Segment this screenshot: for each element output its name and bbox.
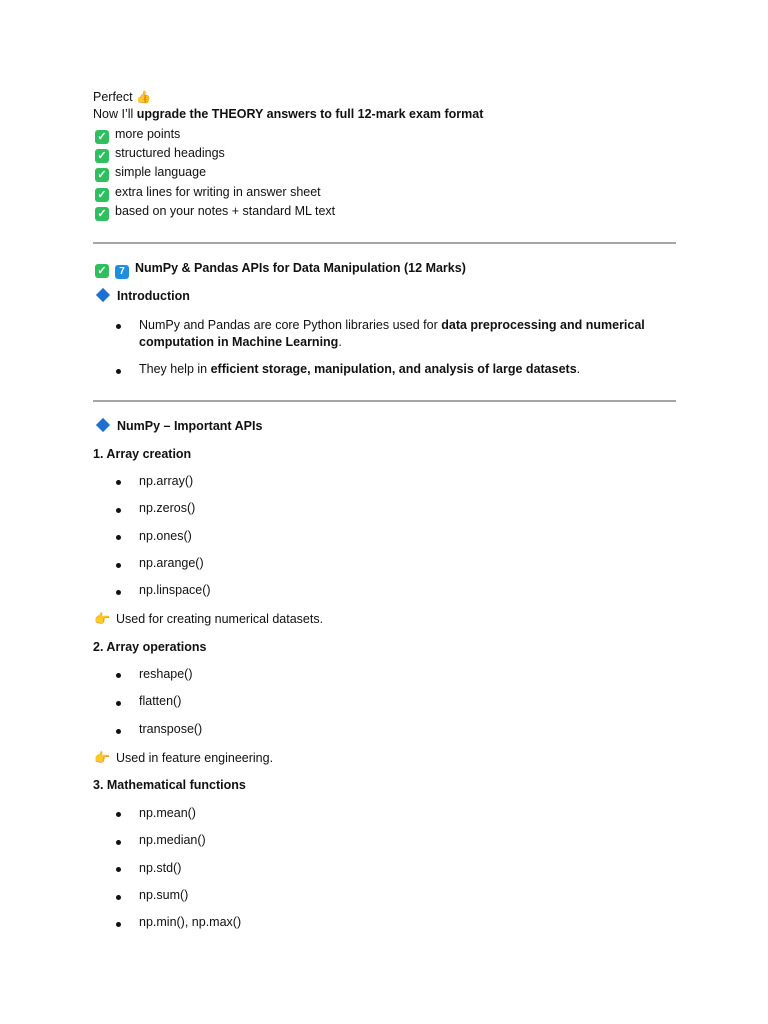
intro-bullet-1-period: . — [338, 335, 342, 349]
bullet-icon — [116, 324, 121, 329]
perfect-text: Perfect — [93, 90, 133, 104]
intro-heading — [95, 288, 190, 304]
intro-bullet-2 — [139, 361, 580, 377]
bullet-icon — [116, 673, 121, 678]
bullet-icon — [116, 729, 121, 734]
list-item: np.arange() — [139, 556, 204, 570]
intro-bullet-1-bold: data preprocessing and numerical — [441, 318, 645, 332]
math-functions-title-text: 3. Mathematical functions — [93, 778, 246, 792]
list-item: np.array() — [139, 474, 194, 488]
intro-bullet-1-bold-cont: computation in Machine Learning — [139, 335, 339, 349]
list-item: np.sum() — [139, 888, 189, 902]
list-item: np.linspace() — [139, 583, 211, 597]
check-icon: ✓ — [95, 168, 109, 182]
thumbs-up-icon: 👍 — [136, 90, 152, 104]
check-item-label: structured headings — [115, 146, 225, 160]
list-item: flatten() — [139, 694, 182, 708]
list-item: np.std() — [139, 861, 182, 875]
numpy-heading — [95, 418, 262, 434]
note-text: Used in feature engineering. — [116, 751, 274, 765]
bullet-icon — [116, 895, 121, 900]
array-operations-title-text: 2. Array operations — [93, 640, 207, 654]
intro-bullet-2-text: They help in — [139, 362, 211, 376]
intro-bullet-1 — [139, 317, 645, 333]
divider — [93, 400, 676, 402]
diamond-icon — [96, 288, 110, 302]
array-creation-note — [94, 611, 323, 627]
numpy-heading-text: NumPy – Important APIs — [117, 419, 263, 433]
intro-bullet-1-cont — [139, 334, 342, 350]
list-item: np.ones() — [139, 529, 192, 543]
section-title-text: NumPy & Pandas APIs for Data Manipulation (12 Marks) — [135, 261, 466, 275]
bullet-icon — [116, 590, 121, 595]
intro-bullet-1-text: NumPy and Pandas are core Python libraries used for — [139, 318, 442, 332]
list-item: np.min(), np.max() — [139, 915, 242, 929]
bullet-icon — [116, 563, 121, 568]
check-item — [95, 164, 206, 182]
check-item — [95, 145, 225, 163]
intro-heading-text: Introduction — [117, 289, 190, 303]
list-item: np.zeros() — [139, 501, 196, 515]
list-item: np.median() — [139, 833, 206, 847]
divider — [93, 242, 676, 244]
bullet-icon — [116, 535, 121, 540]
intro-bullet-2-bold: efficient storage, manipulation, and analysis of large datasets — [210, 362, 577, 376]
bullet-icon — [116, 922, 121, 927]
check-item-label: more points — [115, 127, 181, 141]
note-text: Used for creating numerical datasets. — [116, 612, 324, 626]
array-creation-title-text: 1. Array creation — [93, 447, 192, 461]
bullet-icon — [116, 840, 121, 845]
array-creation-title — [93, 446, 191, 462]
check-item — [95, 126, 180, 144]
list-item: reshape() — [139, 667, 193, 681]
check-icon: ✓ — [95, 207, 109, 221]
list-item: np.mean() — [139, 806, 196, 820]
bullet-icon — [116, 812, 121, 817]
bullet-icon — [116, 701, 121, 706]
intro-now-line — [93, 106, 483, 122]
diamond-icon — [96, 418, 110, 432]
pointing-hand-icon: 👉 — [94, 611, 111, 626]
bullet-icon — [116, 867, 121, 872]
pointing-hand-icon: 👉 — [94, 750, 111, 765]
check-icon: ✓ — [95, 149, 109, 163]
check-item-label: based on your notes + standard ML text — [115, 204, 336, 218]
check-icon: ✓ — [95, 264, 109, 278]
now-prefix: Now I’ll — [93, 107, 137, 121]
check-item — [95, 184, 321, 202]
check-item-label: simple language — [115, 165, 207, 179]
array-operations-note — [94, 750, 273, 766]
bullet-icon — [116, 508, 121, 513]
keycap-seven-icon: 7 — [115, 265, 129, 279]
now-bold: upgrade the THEORY answers to full 12-mark exam format — [136, 107, 484, 121]
check-icon: ✓ — [95, 188, 109, 202]
bullet-icon — [116, 480, 121, 485]
check-item-label: extra lines for writing in answer sheet — [115, 185, 321, 199]
array-operations-title — [93, 639, 206, 655]
check-item — [95, 203, 335, 221]
list-item: transpose() — [139, 722, 203, 736]
math-functions-title — [93, 777, 246, 793]
bullet-icon — [116, 369, 121, 374]
check-icon: ✓ — [95, 130, 109, 144]
intro-perfect-line — [93, 89, 151, 105]
intro-bullet-2-period: . — [576, 362, 581, 376]
section-title — [95, 260, 466, 279]
